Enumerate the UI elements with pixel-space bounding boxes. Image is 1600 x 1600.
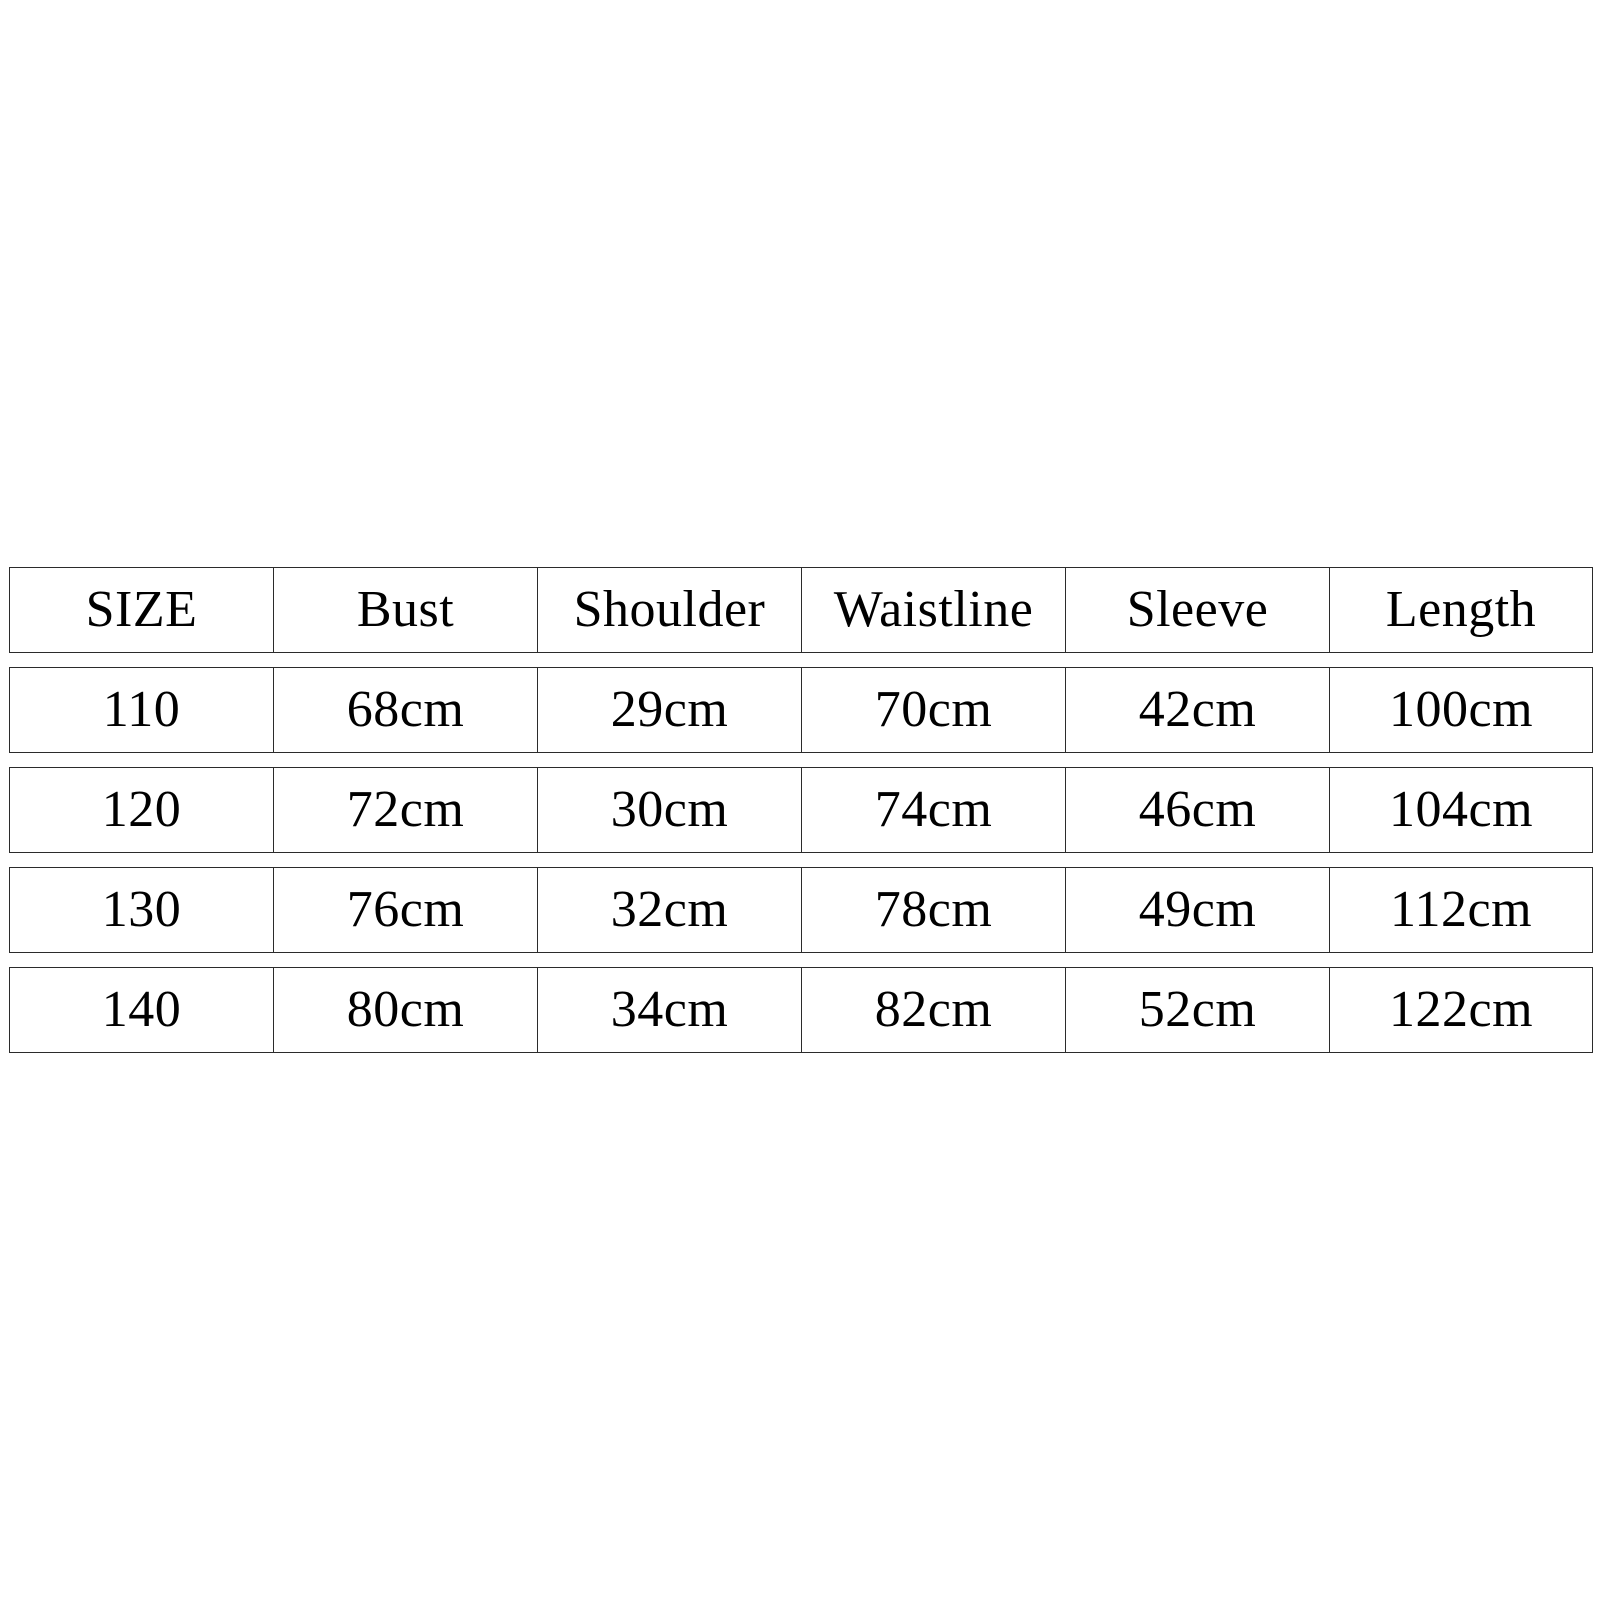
cell-shoulder: 30cm [537, 767, 801, 853]
table-row [9, 767, 1593, 853]
cell-waistline: 82cm [801, 967, 1065, 1053]
cell-bust: 68cm [273, 667, 537, 753]
header-waistline: Waistline [801, 567, 1065, 653]
cell-sleeve: 52cm [1065, 967, 1329, 1053]
cell-length: 122cm [1329, 967, 1593, 1053]
cell-waistline: 74cm [801, 767, 1065, 853]
table-row [9, 667, 1593, 753]
cell-size: 130 [9, 867, 273, 953]
cell-length: 104cm [1329, 767, 1593, 853]
cell-waistline: 70cm [801, 667, 1065, 753]
cell-size: 110 [9, 667, 273, 753]
cell-shoulder: 34cm [537, 967, 801, 1053]
cell-shoulder: 29cm [537, 667, 801, 753]
cell-size: 120 [9, 767, 273, 853]
header-size: SIZE [9, 567, 273, 653]
header-length: Length [1329, 567, 1593, 653]
header-row [9, 567, 1593, 653]
cell-sleeve: 46cm [1065, 767, 1329, 853]
cell-sleeve: 42cm [1065, 667, 1329, 753]
cell-size: 140 [9, 967, 273, 1053]
header-bust: Bust [273, 567, 537, 653]
header-shoulder: Shoulder [537, 567, 801, 653]
cell-length: 100cm [1329, 667, 1593, 753]
header-sleeve: Sleeve [1065, 567, 1329, 653]
table-row [9, 867, 1593, 953]
cell-length: 112cm [1329, 867, 1593, 953]
size-chart-table [9, 567, 1593, 1053]
cell-bust: 72cm [273, 767, 537, 853]
table-row [9, 967, 1593, 1053]
cell-bust: 80cm [273, 967, 537, 1053]
cell-bust: 76cm [273, 867, 537, 953]
cell-sleeve: 49cm [1065, 867, 1329, 953]
cell-waistline: 78cm [801, 867, 1065, 953]
cell-shoulder: 32cm [537, 867, 801, 953]
